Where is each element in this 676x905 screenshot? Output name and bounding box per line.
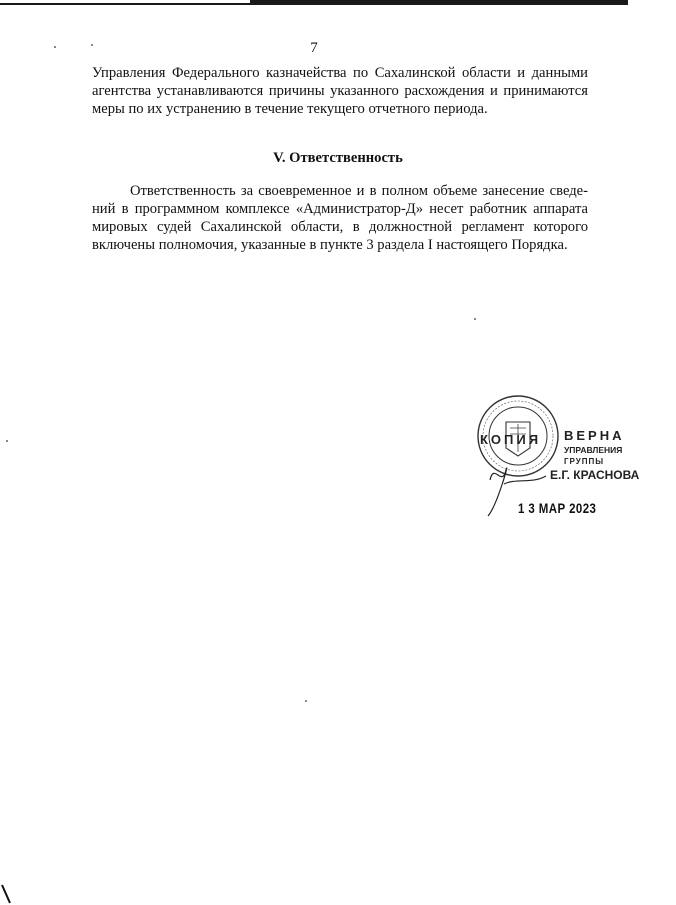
paragraph-line: включены полномочия, указанные в пункте 3 раздела I настоящего Порядка. [92,237,568,253]
scan-speck [474,318,476,320]
stamp-department: УПРАВЛЕНИЯ [564,445,623,455]
scan-speck [305,700,307,702]
stamp-group: ГРУППЫ [564,457,605,466]
paragraph-line: мировых судей Сахалинской области, в должностной регламент которого [92,219,588,235]
scan-speck [91,44,93,46]
paragraph-line: меры по их устранению в течение текущего отчетного периода. [92,101,488,117]
date-stamp: 1 3 МАР 2023 [518,500,597,516]
paragraph-responsibility [92,182,588,254]
scan-corner-mark-icon [0,881,20,905]
paragraph-line: Управления Федерального казначейства по Сахалинской области и данными [92,65,588,81]
stamp-word-right: ВЕРНА [564,428,625,443]
stamp-word-left: КОПИЯ [480,432,542,447]
paragraph-line: Ответственность за своевременное и в полном объеме занесение сведе- [130,183,588,199]
scan-top-edge-gap [0,0,250,3]
section-heading: V. Ответственность [273,150,403,166]
scan-speck [6,440,8,442]
page-number: 7 [310,40,318,56]
stamp-name: Е.Г. КРАСНОВА [550,468,640,482]
paragraph-line: агентства устанавливаются причины указанного расхождения и принимаются [92,83,588,99]
paragraph-line: ний в программном комплексе «Администратор-Д» несет работник аппарата [92,201,588,217]
scan-speck [54,46,56,48]
paragraph-continuation [92,64,588,118]
